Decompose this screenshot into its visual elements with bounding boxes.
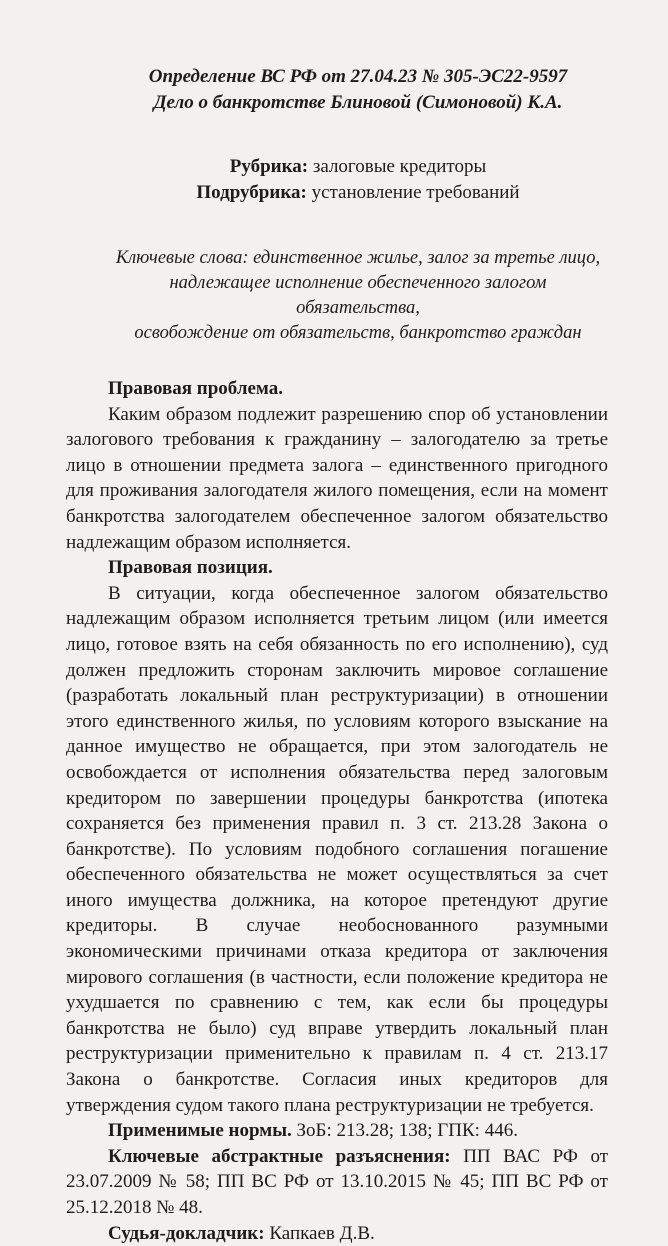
document-header xyxy=(108,64,608,116)
key-clarifications xyxy=(66,1144,608,1221)
case-title: Дело о банкротстве Блиновой (Симоновой) К.А. xyxy=(153,92,563,113)
legal-problem-title: Правовая проблема. xyxy=(108,378,283,399)
legal-problem-text: Каким образом подлежит разрешению спор об установлении залогового требования к гражданину – залогодателю за третье лицо в отношении предмета залога – единственного пригодного для проживания залогодателя жилого помещения, если на момент банкротства залогодателем обеспеченное залогом обязательство надлежащим образом исполняется. xyxy=(66,403,608,553)
subrubric-label: Подрубрика: xyxy=(196,182,307,203)
reporting-judge-value: Капкаев Д.В. xyxy=(269,1222,375,1244)
legal-position-text: В ситуации, когда обеспеченное залогом обязательство надлежащим образом исполняется третьим лицом (или имеется лицо, готовое взять на себя обязанность по его исполнению), суд должен предложить сторонам заключить мировое соглашение (разработать локальный план реструктуризации) в отношении этого единственного жилья, по условиям которого взыскание на данное имущество не обращается, при этом залогодатель не освобождается от исполнения обязательства перед залоговым кредитором по завершении процедуры банкротства (ипотека сохраняется без применения правил п. 3 ст. 213.28 Закона о банкротстве). По условиям подобного соглашения погашение обеспеченного обязательства не может осуществляться за счет иного имущества должника, на которое претендуют другие кредиторы. В случае необоснованного разумными экономическими причинами отказа кредитора от заключения мирового соглашения (в частности, если положение кредитора не ухудшается по сравнению с тем, как если бы процедуры банкротства не было) суд вправе утвердить локальный план реструктуризации применительно к правилам п. 4 ст. 213.17 Закона о банкротстве. Согласия иных кредиторов для утверждения судом такого плана реструктуризации не требуется. xyxy=(66,582,608,1116)
applicable-norms-label: Применимые нормы. xyxy=(108,1120,292,1142)
applicable-norms-value: ЗоБ: 213.28; 138; ГПК: 446. xyxy=(296,1120,518,1142)
subrubric-line xyxy=(108,180,608,206)
document-body xyxy=(66,376,608,1246)
key-clarifications-value: ПП ВАС РФ от 23.07.2009 № 58; ПП ВС РФ от 13.10.2015 № 45; ПП ВС РФ от 25.12.2018 № 48. xyxy=(66,1145,609,1218)
rubric-line xyxy=(108,154,608,180)
reporting-judge-label: Судья-докладчик: xyxy=(108,1222,265,1244)
keywords-line-1: Ключевые слова: единственное жилье, залог за третье лицо, xyxy=(115,248,601,268)
applicable-norms xyxy=(66,1118,608,1144)
key-clarifications-label: Ключевые абстрактные разъяснения: xyxy=(108,1145,451,1167)
keywords-line-3: освобождение от обязательств, банкротство граждан xyxy=(134,323,582,343)
legal-position-title: Правовая позиция. xyxy=(108,557,273,579)
ruling-reference: Определение ВС РФ от 27.04.23 № 305-ЭС22-9597 xyxy=(148,66,568,87)
rubric-label: Рубрика: xyxy=(229,156,309,177)
subrubric-value: установление требований xyxy=(311,182,520,203)
rubric-block xyxy=(108,154,608,206)
keywords-block xyxy=(108,246,608,346)
keywords-line-2: надлежащее исполнение обеспеченного залогом обязательства, xyxy=(169,273,547,318)
reporting-judge xyxy=(66,1221,608,1246)
rubric-value: залоговые кредиторы xyxy=(312,156,487,177)
